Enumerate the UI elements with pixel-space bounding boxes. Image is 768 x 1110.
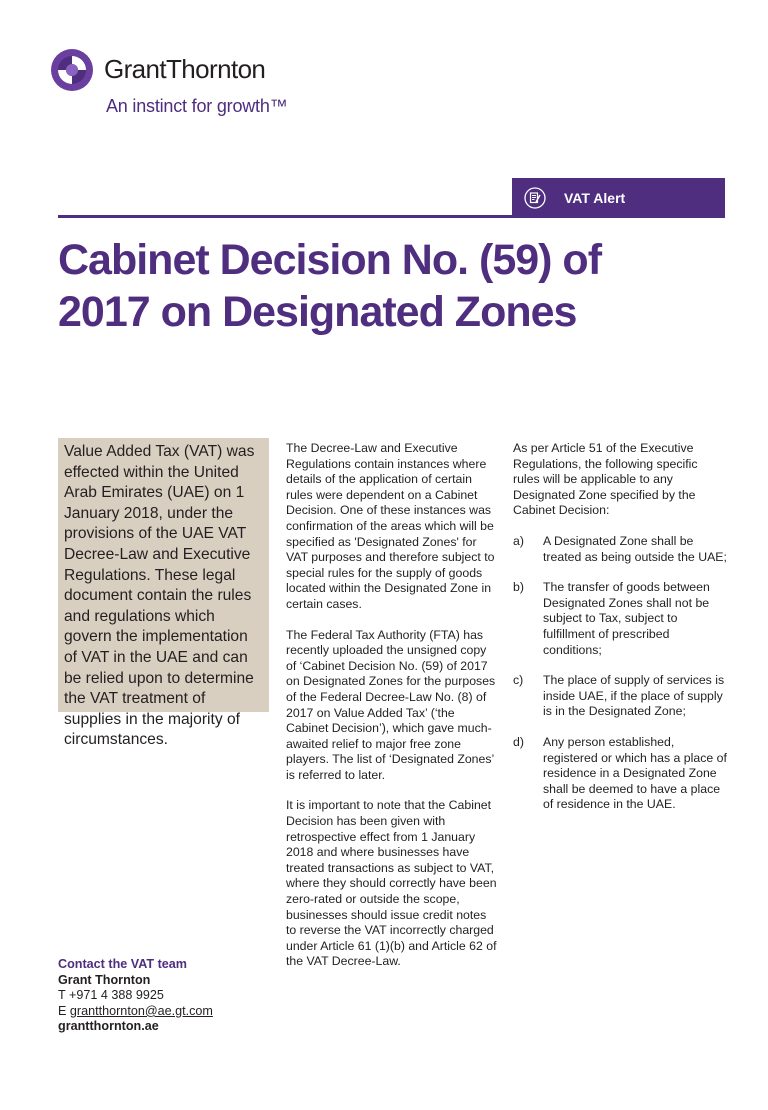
- contact-website[interactable]: grantthornton.ae: [58, 1019, 159, 1034]
- vat-alert-banner: [512, 178, 725, 218]
- list-text: Any person established, registered or which has a place of residence in a Designated Zone shall be deemed to have a place of residence in the UAE.: [543, 734, 727, 812]
- paragraph: It is important to note that the Cabinet Decision has been given with retrospective effect from 1 January 2018 and where businesses have treated transactions as subject to VAT, where they should correctly have been zero-rated or outside the scope, businesses should issue credit notes to reverse the VAT incorrectly charged under Article 61 (1)(b) and Article 62 of the VAT Decree-Law.: [286, 798, 497, 969]
- list-text: The place of supply of services is inside UAE, if the place of supply is in the Designated Zone;: [543, 673, 725, 719]
- grant-thornton-logo-icon: [50, 48, 94, 92]
- paragraph: The Decree-Law and Executive Regulations contain instances where details of the application of certain rules were dependent on a Cabinet Decision. One of these instances was confirmation of the areas which will be specified as 'Designated Zones' for VAT purposes and therefore subject to special rules for the supply of goods located within the Designated Zone in certain cases.: [286, 441, 495, 611]
- contact-email-link[interactable]: grantthornton@ae.gt.com: [69, 1003, 213, 1018]
- document-edit-icon: [524, 187, 546, 209]
- list-item: [513, 534, 727, 565]
- list-item: [513, 735, 727, 813]
- contact-block: [58, 957, 268, 1035]
- title-line-1: Cabinet Decision No. (59) of: [58, 236, 602, 284]
- list-item: [513, 580, 727, 658]
- contact-phone: T +971 4 388 9925: [58, 988, 164, 1003]
- paragraph: As per Article 51 of the Executive Regulations, the following specific rules will be applicable to any Designated Zone specified by the Cabinet Decision:: [513, 441, 698, 518]
- list-marker: c): [513, 673, 524, 688]
- title-line-2: 2017 on Designated Zones: [58, 288, 577, 336]
- list-text: A Designated Zone shall be treated as being outside the UAE;: [543, 533, 727, 564]
- contact-email-line: [58, 1004, 268, 1020]
- brand-name: GrantThornton: [104, 54, 266, 84]
- list-item: [513, 673, 727, 720]
- list-text: The transfer of goods between Designated Zones shall not be subject to Tax, subject to fulfillment of prescribed conditions;: [543, 580, 710, 657]
- vat-alert-label: VAT Alert: [564, 190, 626, 206]
- contact-heading: Contact the VAT team: [58, 957, 187, 971]
- contact-org: Grant Thornton: [58, 972, 151, 987]
- list-marker: b): [513, 580, 524, 595]
- brand-tagline: An instinct for growth™: [106, 96, 288, 116]
- page-title: [58, 234, 718, 338]
- column-three: [513, 441, 727, 828]
- paragraph: The Federal Tax Authority (FTA) has recently uploaded the unsigned copy of ‘Cabinet Decision No. (59) of 2017 on Designated Zones for the purposes of the Federal Decree-Law No. (8) of 2017 on Value Added Tax’ (‘the Cabinet Decision’), which gave much-awaited relief to major free zone players. The list of ‘Designated Zones’ is referred to later.: [286, 627, 496, 782]
- column-two: [286, 441, 498, 985]
- list-marker: a): [513, 533, 524, 548]
- intro-summary: Value Added Tax (VAT) was effected within the United Arab Emirates (UAE) on 1 January 2018, under the provisions of the UAE VAT Decree-Law and Executive Regulations. These legal document contain the rules and regulations which govern the implementation of VAT in the UAE and can be relied upon to determine the VAT treatment of supplies in the majority of circumstances.: [58, 438, 269, 712]
- list-marker: d): [513, 734, 524, 749]
- contact-email-prefix: E: [58, 1003, 70, 1018]
- header-divider: [58, 215, 513, 218]
